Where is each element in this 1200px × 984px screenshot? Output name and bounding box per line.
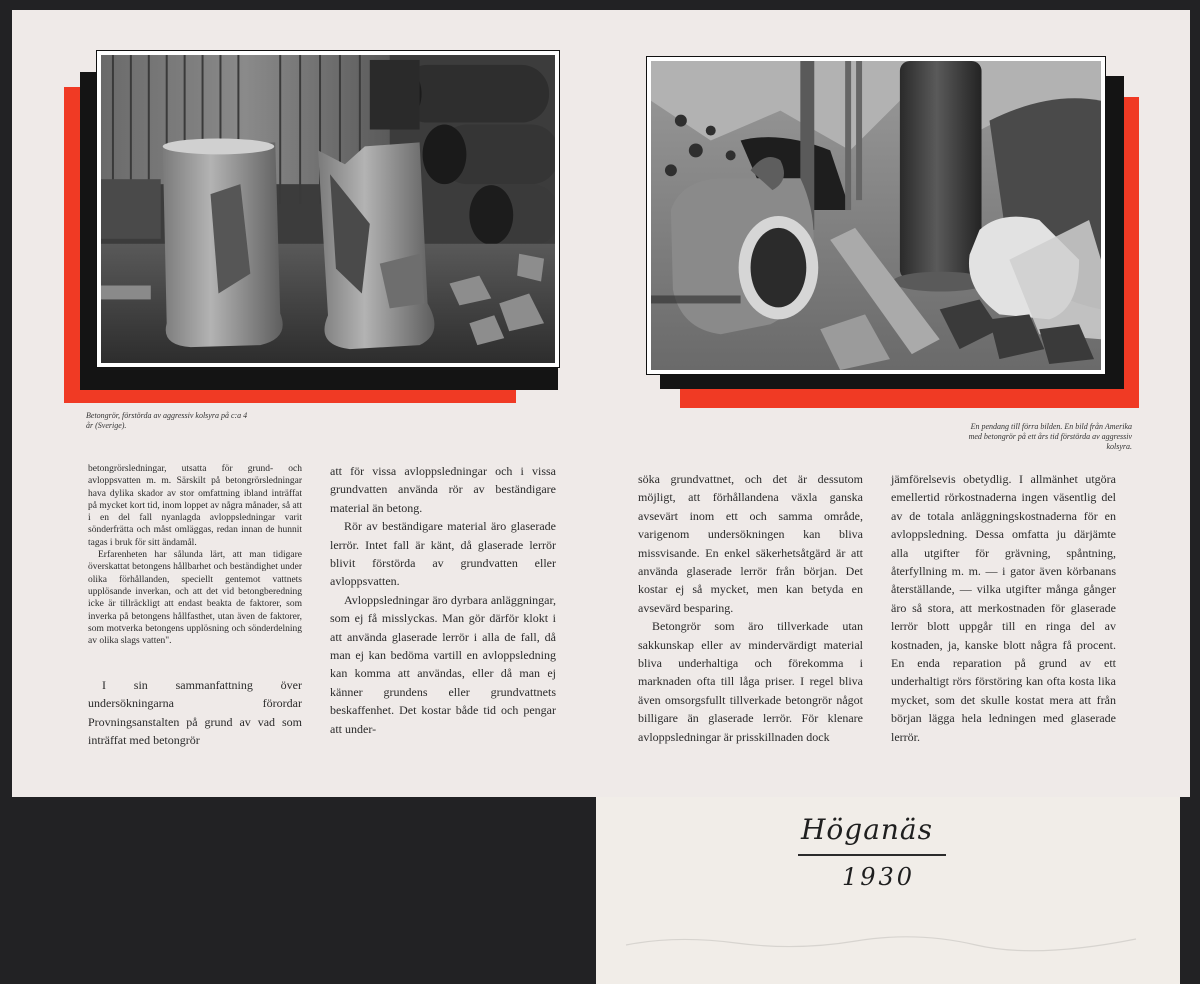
archive-label — [596, 797, 1180, 984]
right-photo-caption: En pendang till förra bilden. En bild från Amerika med betongrör på ett års tid förstörda av aggressiv kolsyra. — [968, 422, 1132, 451]
document-page — [12, 10, 1190, 797]
column-1-summary — [88, 676, 302, 750]
left-photo-broken-concrete-pipes — [96, 50, 560, 368]
paragraph: söka grundvattnet, och det är dessutom möjligt, att förhållandena växla ganska avsevärt inom ett och samma område, varigenom undersökningen kan bliva missvisande. En enkel säkerhetsåtgärd är att använda glaserade lerrör från början. Det kostar ej så mycket, men kan betyda en avsevärd besparing. — [638, 472, 863, 615]
paragraph: I sin sammanfattning över undersökningarna förordar Provningsanstalten på grund av vad som inträffat med betongrör — [88, 678, 302, 748]
paragraph: Betongrör som äro tillverkade utan sakkunskap eller av mindervärdigt material bliva underhaltiga och förekomma i marknaden ofta till låga priser. I regel bliva även omsorgsfullt tillverkade betongrör något billigare än glaserade lerrör. För klenare avloppsledningar är prisskillnaden dock — [638, 619, 863, 744]
paragraph: betongrörsledningar, utsatta för grund- och avloppsvatten m. m. Särskilt på betongrörsledningar hava dylika skador av stor omfattning ibland inträffat på mycket kort tid, inom loppet av några månader, så att i en del fall nyanlagda avloppsledningar varit sönderfrätta och måst omläggas, redan innan de hunnit tagas i bruk för sitt ändamål. — [88, 464, 302, 548]
paragraph: att för vissa avloppsledningar och i vissa grundvatten använda rör av beständigare material än betong. — [330, 464, 556, 515]
label-underline — [798, 854, 946, 856]
paragraph: Rör av beständigare material äro glaserade lerrör. Intet fall är känt, då glaserade lerrör blivit förstörda av grundvatten eller avloppsvatten. — [330, 519, 556, 589]
paragraph: jämförelsevis obetydlig. I allmänhet utgöra emellertid rörkostnaderna ingen väsentlig del av de totala anläggningskostnaderna för en avloppsledning. Dessa omfatta ju därjämte alla utgifter för grävning, spåntning, återfyllning m. m. — i gator även körbanans återställande, — vilka utgifter många gånger äro så stora, att merkostnaden för glaserade lerrör blott uppgår till en ringa del av kostnaden, ja, kanske blott några få procent. En enda reparation på grund av ett underhaltigt rörs förstöring kan ofta kosta lika mycket, som det skulle kostat mera att från början lägga hela ledningen med glaserade lerrör. — [891, 472, 1116, 744]
paragraph: Erfarenheten har sålunda lärt, att man tidigare överskattat betongens hållbarhet och beständighet under olika förhållanden, speciellt gentemot vattnets upplösande inverkan, och att det vid betongberedning icke är tillräckligt att endast beakta de faktorer, som inverka på betongens hållfasthet, utan även de faktorer, som motverka betongens upplösning och sönderdelning av olika slags vatten". — [88, 550, 302, 647]
right-photo-excavated-pipes — [646, 56, 1106, 375]
column-1-small-text — [88, 463, 302, 647]
handwritten-year: 1930 — [842, 863, 916, 891]
column-3 — [638, 470, 863, 746]
left-photo-caption: Betongrör, förstörda av aggressiv kolsyra på c:a 4 år (Sverige). — [86, 411, 248, 430]
column-4 — [891, 470, 1116, 746]
column-2 — [330, 462, 556, 738]
handwritten-place: Höganäs — [801, 813, 933, 846]
faint-stamp-mark — [616, 927, 1156, 957]
paragraph: Avloppsledningar äro dyrbara anläggningar, som ej få misslyckas. Man gör därför klokt i att använda glaserade lerrör i alla de fall, då man ej kan bedöma vartill en avloppsledning kan komma att användas, eller då man ej känner grundens eller grundvattnets beskaffenhet. Det kostar både tid och pengar att under- — [330, 592, 556, 736]
